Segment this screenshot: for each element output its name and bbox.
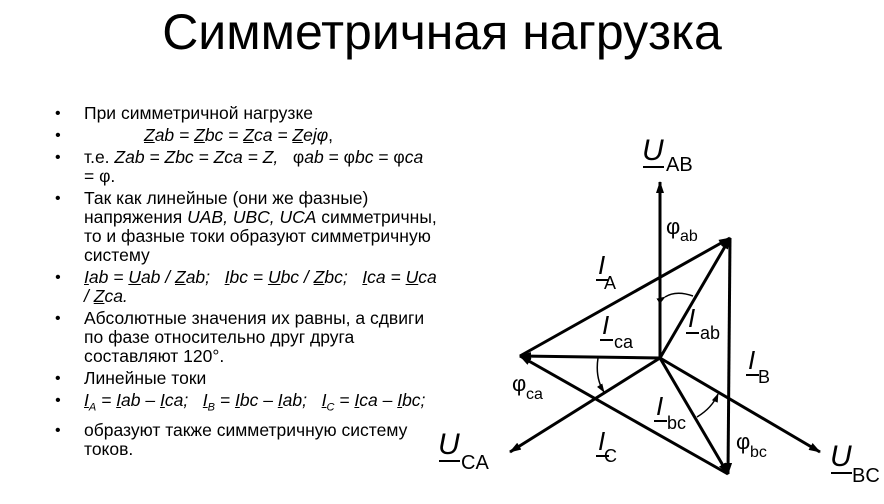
svg-text:U: U: [438, 428, 460, 461]
svg-text:BC: BC: [852, 465, 880, 487]
svg-text:ca: ca: [526, 386, 543, 403]
label-I_C: [596, 426, 617, 466]
label-I_bc: [654, 391, 686, 433]
phi-ab-arc: [665, 293, 693, 297]
label-I_ca: [600, 310, 634, 352]
label-phi_ca: [512, 371, 543, 403]
label-U_AB: [642, 134, 693, 176]
voltage-U_CA-vector: [510, 358, 660, 452]
svg-text:C: C: [604, 446, 617, 466]
svg-text:I: I: [598, 250, 606, 280]
svg-text:B: B: [758, 367, 771, 387]
label-U_BC: [830, 440, 880, 487]
current-I_B-vector: [728, 238, 730, 474]
label-U_CA: [438, 428, 489, 474]
svg-text:U: U: [830, 440, 852, 473]
bullet-9: • образуют также симметричную систему токов.: [52, 421, 437, 459]
svg-text:CA: CA: [461, 452, 489, 474]
label-I_B: [746, 345, 770, 387]
label-I_ab: [686, 303, 720, 343]
phi-bc-arc: [697, 394, 718, 417]
bullet-7: • Линейные токи: [52, 369, 437, 388]
svg-text:ca: ca: [614, 332, 634, 352]
svg-text:U: U: [642, 134, 664, 167]
svg-text:bc: bc: [750, 444, 767, 461]
svg-text:φ: φ: [666, 214, 681, 239]
bullet-4: • Так как линейные (они же фазные) напряжения UAB, UBC, UCA симметричны, то и фазные токи образуют симметричную систему: [52, 189, 437, 265]
svg-text:AB: AB: [666, 154, 693, 176]
svg-text:I: I: [748, 345, 756, 375]
svg-text:φ: φ: [736, 429, 751, 454]
svg-text:A: A: [604, 273, 617, 293]
bullet-2: • Zab = Zbc = Zca = Zejφ,: [52, 126, 437, 145]
label-phi_bc: [736, 429, 767, 461]
bullet-3: • т.е. Zab = Zbc = Zca = Z, φab = φbc = φca = φ.: [52, 148, 437, 186]
svg-text:I: I: [598, 426, 606, 456]
svg-text:ab: ab: [680, 228, 698, 245]
svg-text:I: I: [688, 303, 696, 333]
svg-text:ab: ab: [700, 323, 721, 343]
bullet-6: • Абсолютные значения их равны, а сдвиги по фазе относительно друг друга составляют 120°.: [52, 309, 437, 366]
bullet-8: • $I_A$ = Iab – Ica; $I_B$ = Ibc – Iab; $I_C$ = Ica – Ibc;: [52, 391, 437, 418]
svg-text:φ: φ: [512, 371, 527, 396]
svg-text:I: I: [656, 391, 664, 421]
label-phi_ab: [666, 214, 698, 245]
bullet-1: • При симметричной нагрузке: [52, 104, 437, 123]
svg-text:I: I: [602, 310, 610, 340]
bullet-5: • Iab = Uab / Zab; Ibc = Ubc / Zbc; Ica = Uca / Zca.: [52, 268, 437, 306]
current-I_C-vector: [520, 356, 728, 474]
page-title: Симметричная нагрузка: [162, 4, 722, 60]
current-I_ca-vector: [520, 356, 660, 358]
phi-ca-arc: [597, 358, 604, 392]
svg-text:bc: bc: [667, 413, 687, 433]
label-I_A: [596, 250, 616, 293]
